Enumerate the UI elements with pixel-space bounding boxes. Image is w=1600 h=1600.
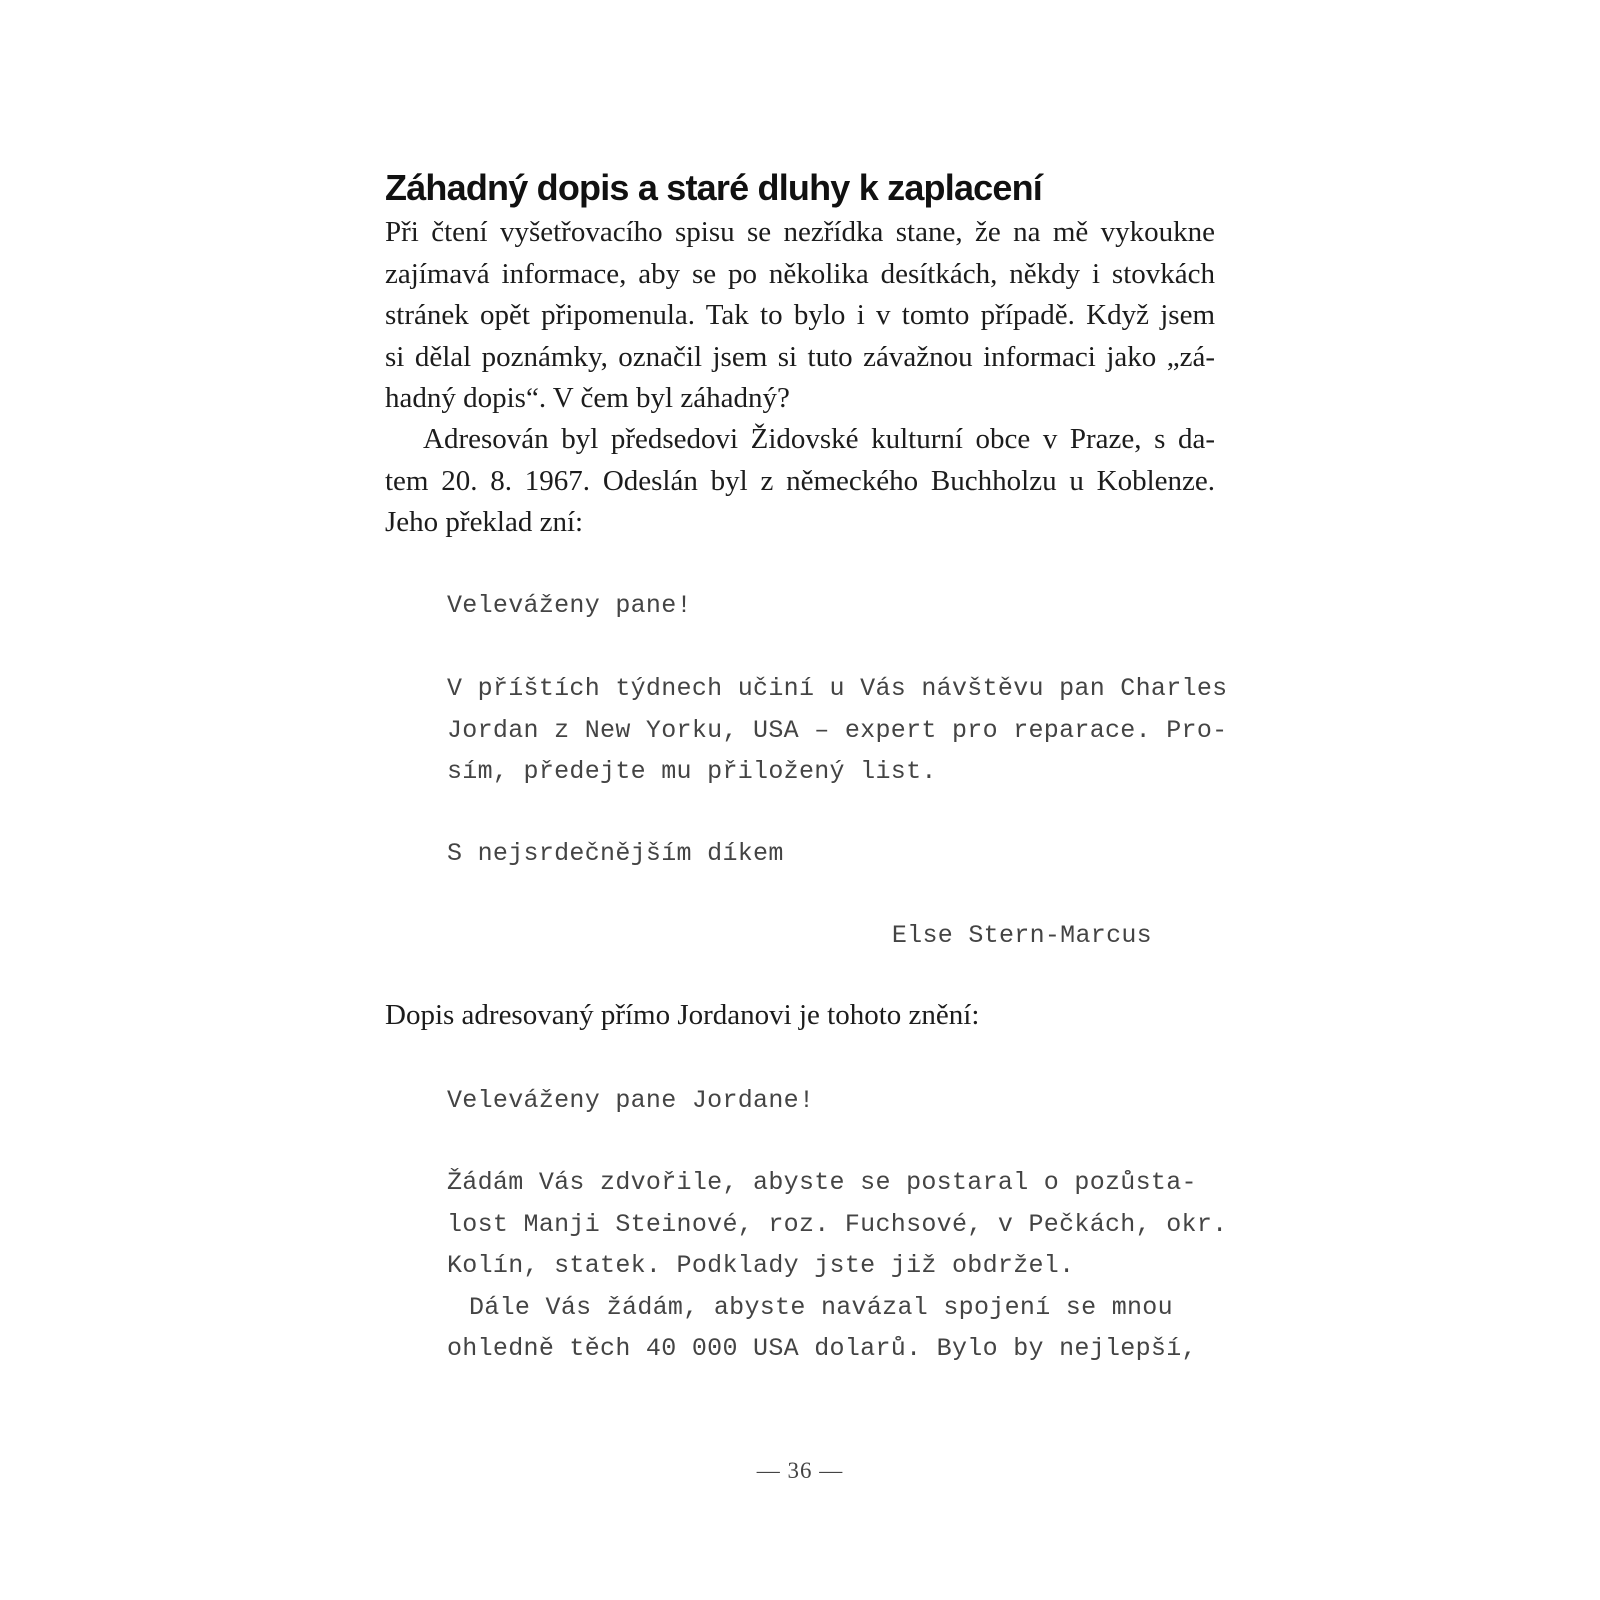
letter-line: Žádám Vás zdvořile, abyste se postaral o pozůsta- [447, 1168, 1197, 1197]
letter-line: Dále Vás žádám, abyste navázal spojení se mnou [469, 1292, 1173, 1322]
paragraph-line: Dopis adresovaný přímo Jordanovi je tohoto znění: [385, 999, 980, 1031]
paragraph-transition [385, 995, 1215, 1037]
letter1-closing [447, 833, 1152, 875]
chapter-heading: Záhadný dopis a staré dluhy k zaplacení [385, 167, 1043, 208]
letter1-greeting [447, 585, 1152, 627]
letter-line: sím, předejte mu přiložený list. [447, 757, 937, 786]
letter-line: ohledně těch 40 000 USA dolarů. Bylo by nejlepší, [447, 1334, 1197, 1363]
letter2-body [447, 1162, 1228, 1370]
paragraph-line: Adresován byl předsedovi Židovské kulturní obce v Praze, s da- [423, 423, 1215, 455]
letter1-body [447, 668, 1228, 793]
letter-line: lost Manji Steinové, roz. Fuchsové, v Pečkách, okr. [447, 1209, 1228, 1239]
letter-line: Veleváženy pane Jordane! [447, 1086, 815, 1115]
page-number: — 36 — [756, 1458, 844, 1483]
paragraph-line: stránek opět připomenula. Tak to bylo i v tomto případě. Když jsem [385, 299, 1215, 331]
paragraph-line: tem 20. 8. 1967. Odeslán byl z německého Buchholzu u Koblenze. [385, 464, 1215, 497]
letter-line: S nejsrdečnějším díkem [447, 839, 784, 868]
paragraph-address [385, 419, 1215, 544]
letter-line: Jordan z New Yorku, USA – expert pro reparace. Pro- [447, 715, 1228, 745]
letter-line: V příštích týdnech učiní u Vás návštěvu pan Charles [447, 674, 1228, 703]
letter-line: Veleváženy pane! [447, 591, 692, 620]
paragraph-line: hadný dopis“. V čem byl záhadný? [385, 382, 790, 414]
letter1-signature [447, 915, 1152, 957]
paragraph-line: zajímavá informace, aby se po několika desítkách, někdy i stovkách [385, 257, 1215, 290]
paragraph-intro [385, 212, 1215, 420]
paragraph-line: Jeho překlad zní: [385, 506, 584, 538]
letter-line: Kolín, statek. Podklady jste již obdržel. [447, 1251, 1075, 1280]
paragraph-line: Při čtení vyšetřovacího spisu se nezřídka stane, že na mě vykoukne [385, 216, 1215, 248]
letter2-greeting [447, 1080, 1152, 1122]
letter-signature: Else Stern-Marcus [891, 921, 1152, 950]
paragraph-line: si dělal poznámky, označil jsem si tuto závažnou informaci jako „zá- [385, 340, 1215, 373]
